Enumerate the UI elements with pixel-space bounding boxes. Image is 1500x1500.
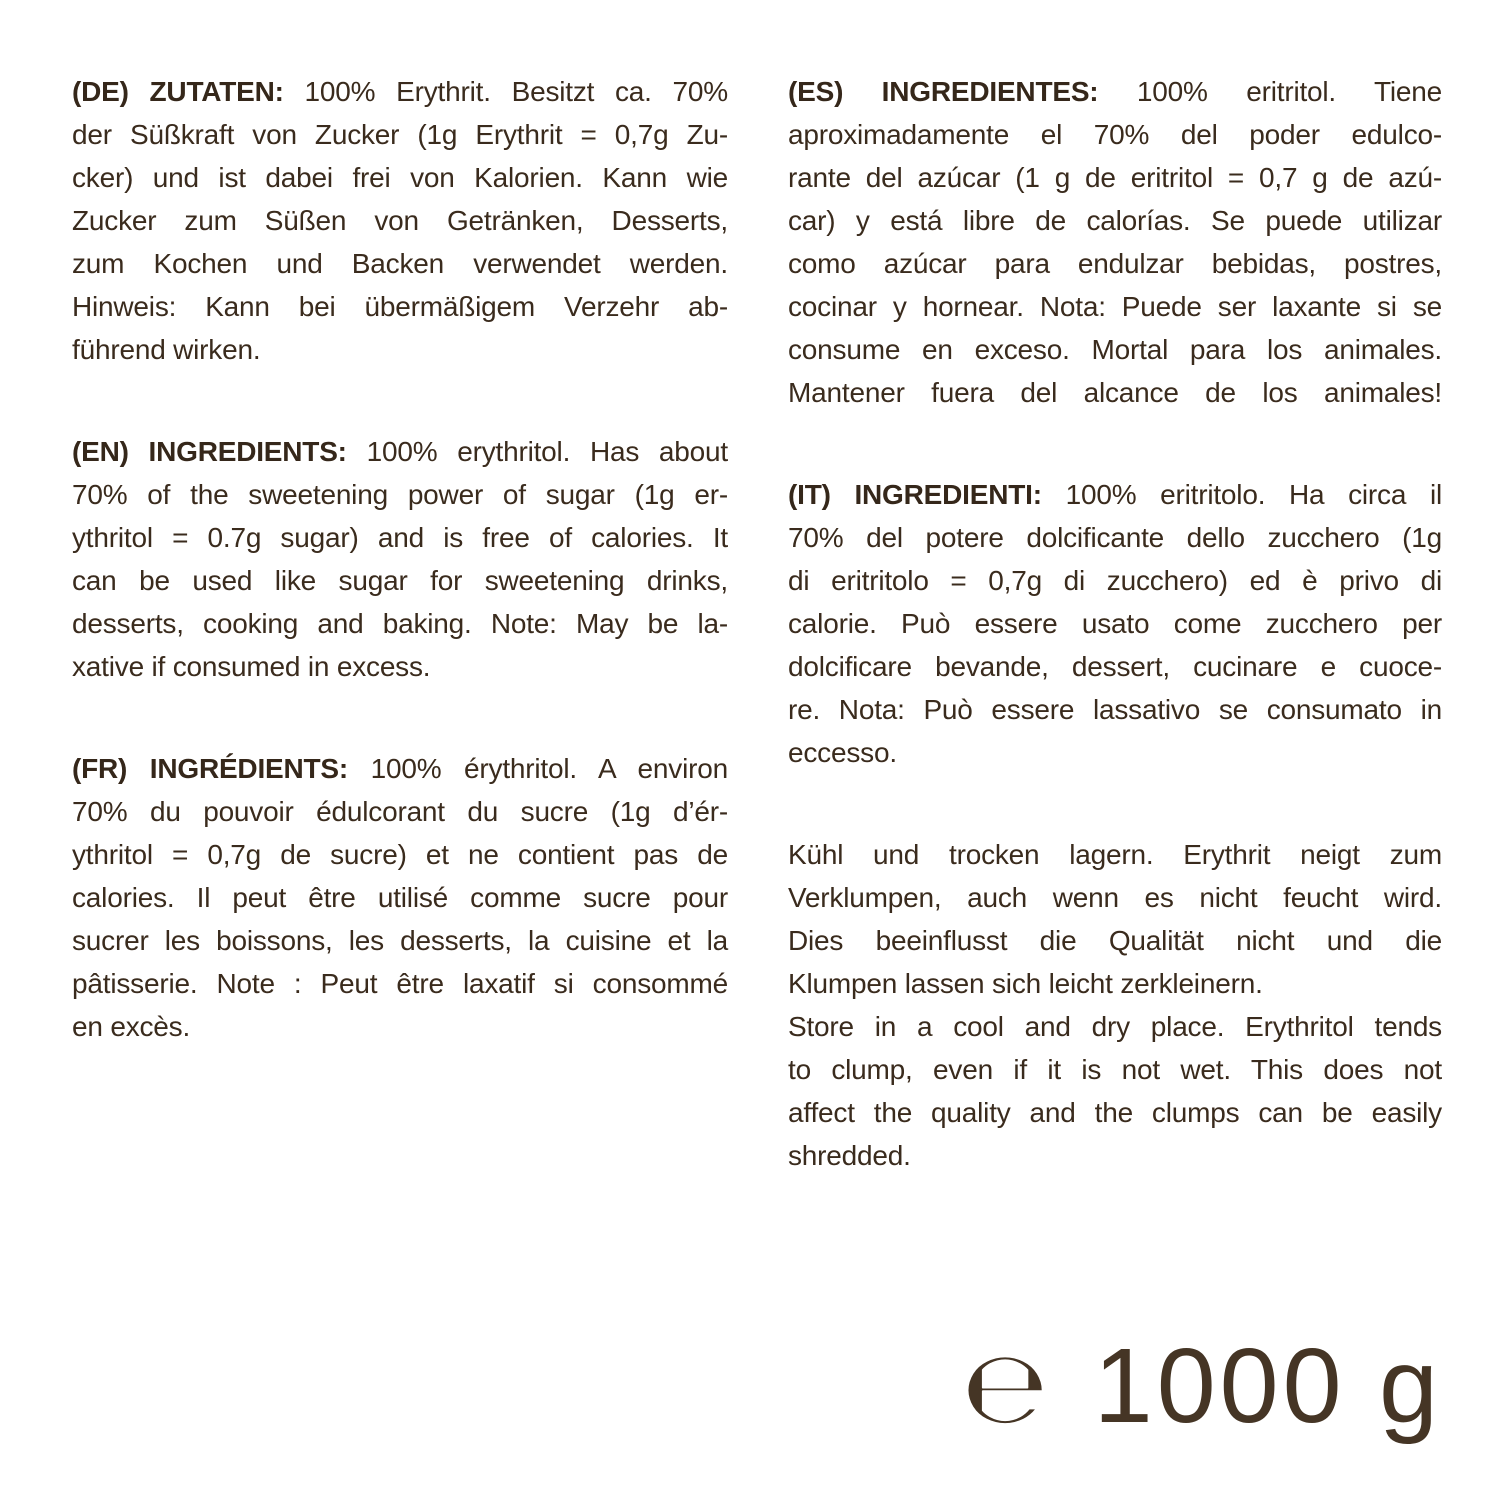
- text-line: como azúcar para endulzar bebidas, postres,: [788, 248, 1442, 279]
- section-ingredients-it: [788, 473, 1442, 774]
- text-line: Klumpen lassen sich leicht zerkleinern.: [788, 968, 1263, 999]
- text-line: Verklumpen, auch wenn es nicht feucht wird.: [788, 882, 1442, 913]
- estimated-sign-icon: ℮: [962, 1329, 1048, 1446]
- text-line: sucrer les boissons, les desserts, la cuisine et la: [72, 925, 728, 956]
- text-line: Zucker zum Süßen von Getränken, Desserts,: [72, 205, 728, 236]
- text-line: der Süßkraft von Zucker (1g Erythrit = 0,7g Zu-: [72, 119, 728, 150]
- text-line: re. Nota: Può essere lassativo se consumato in: [788, 694, 1442, 725]
- section-heading: (EN) INGREDIENTS:: [72, 436, 347, 467]
- text-line: cocinar y hornear. Nota: Puede ser laxante si se: [788, 291, 1442, 322]
- text-line: ythritol = 0.7g sugar) and is free of calories. It: [72, 522, 728, 553]
- column-left: [72, 70, 728, 1107]
- text-line: cker) und ist dabei frei von Kalorien. Kann wie: [72, 162, 728, 193]
- text-line: di eritritolo = 0,7g di zucchero) ed è privo di: [788, 565, 1442, 596]
- section-ingredients-fr: [72, 747, 728, 1048]
- text-line: [788, 70, 1442, 113]
- text-line: [72, 430, 728, 473]
- text-line: Dies beeinflusst die Qualität nicht und die: [788, 925, 1442, 956]
- section-ingredients-en: [72, 430, 728, 688]
- text-line: en excès.: [72, 1011, 191, 1042]
- text-line: Store in a cool and dry place. Erythritol tends: [788, 1011, 1442, 1042]
- section-ingredients-de: [72, 70, 728, 371]
- text-line: car) y está libre de calorías. Se puede utilizar: [788, 205, 1442, 236]
- text-line: can be used like sugar for sweetening drinks,: [72, 565, 728, 596]
- text-line: Kühl und trocken lagern. Erythrit neigt zum: [788, 839, 1442, 870]
- text-line: ythritol = 0,7g de sucre) et ne contient pas de: [72, 839, 728, 870]
- section-first-line-text: 100% eritritolo. Ha circa il: [1065, 479, 1442, 510]
- section-heading: (ES) INGREDIENTES:: [788, 76, 1099, 107]
- section-first-line-text: 100% Erythrit. Besitzt ca. 70%: [304, 76, 728, 107]
- column-right: [788, 70, 1442, 1236]
- text-line: rante del azúcar (1 g de eritritol = 0,7 g de azú-: [788, 162, 1442, 193]
- net-quantity-value: 1000 g: [1093, 1327, 1442, 1445]
- text-line: zum Kochen und Backen verwendet werden.: [72, 248, 728, 279]
- text-line: consume en exceso. Mortal para los animales.: [788, 334, 1442, 365]
- text-line: 70% del potere dolcificante dello zucchero (1g: [788, 522, 1442, 553]
- text-line: dolcificare bevande, dessert, cucinare e cuoce-: [788, 651, 1442, 682]
- section-first-line-text: 100% eritritol. Tiene: [1136, 76, 1442, 107]
- text-line: affect the quality and the clumps can be easily: [788, 1097, 1442, 1128]
- net-quantity: [962, 1327, 1442, 1446]
- text-line: Hinweis: Kann bei übermäßigem Verzehr ab-: [72, 291, 728, 322]
- text-line: [72, 70, 728, 113]
- text-line: aproximadamente el 70% del poder edulco-: [788, 119, 1442, 150]
- section-first-line-text: 100% érythritol. A environ: [370, 753, 728, 784]
- text-line: xative if consumed in excess.: [72, 651, 431, 682]
- section-heading: (FR) INGRÉDIENTS:: [72, 753, 349, 784]
- section-heading: (DE) ZUTATEN:: [72, 76, 284, 107]
- text-line: [788, 473, 1442, 516]
- section-storage-de: [788, 833, 1442, 1005]
- text-line: desserts, cooking and baking. Note: May be la-: [72, 608, 728, 639]
- text-line: 70% du pouvoir édulcorant du sucre (1g d’ér-: [72, 796, 728, 827]
- text-line: to clump, even if it is not wet. This does not: [788, 1054, 1442, 1085]
- text-line: shredded.: [788, 1140, 911, 1171]
- text-line: calories. Il peut être utilisé comme sucre pour: [72, 882, 728, 913]
- section-first-line-text: 100% erythritol. Has about: [366, 436, 728, 467]
- section-heading: (IT) INGREDIENTI:: [788, 479, 1042, 510]
- text-line: 70% of the sweetening power of sugar (1g er-: [72, 479, 728, 510]
- text-line: [72, 747, 728, 790]
- text-line: calorie. Può essere usato come zucchero per: [788, 608, 1442, 639]
- text-line: führend wirken.: [72, 334, 261, 365]
- text-line: Mantener fuera del alcance de los animales!: [788, 377, 1442, 408]
- section-storage-en: [788, 1005, 1442, 1177]
- text-line: pâtisserie. Note : Peut être laxatif si consommé: [72, 968, 728, 999]
- section-ingredients-es: [788, 70, 1442, 414]
- text-line: eccesso.: [788, 737, 897, 768]
